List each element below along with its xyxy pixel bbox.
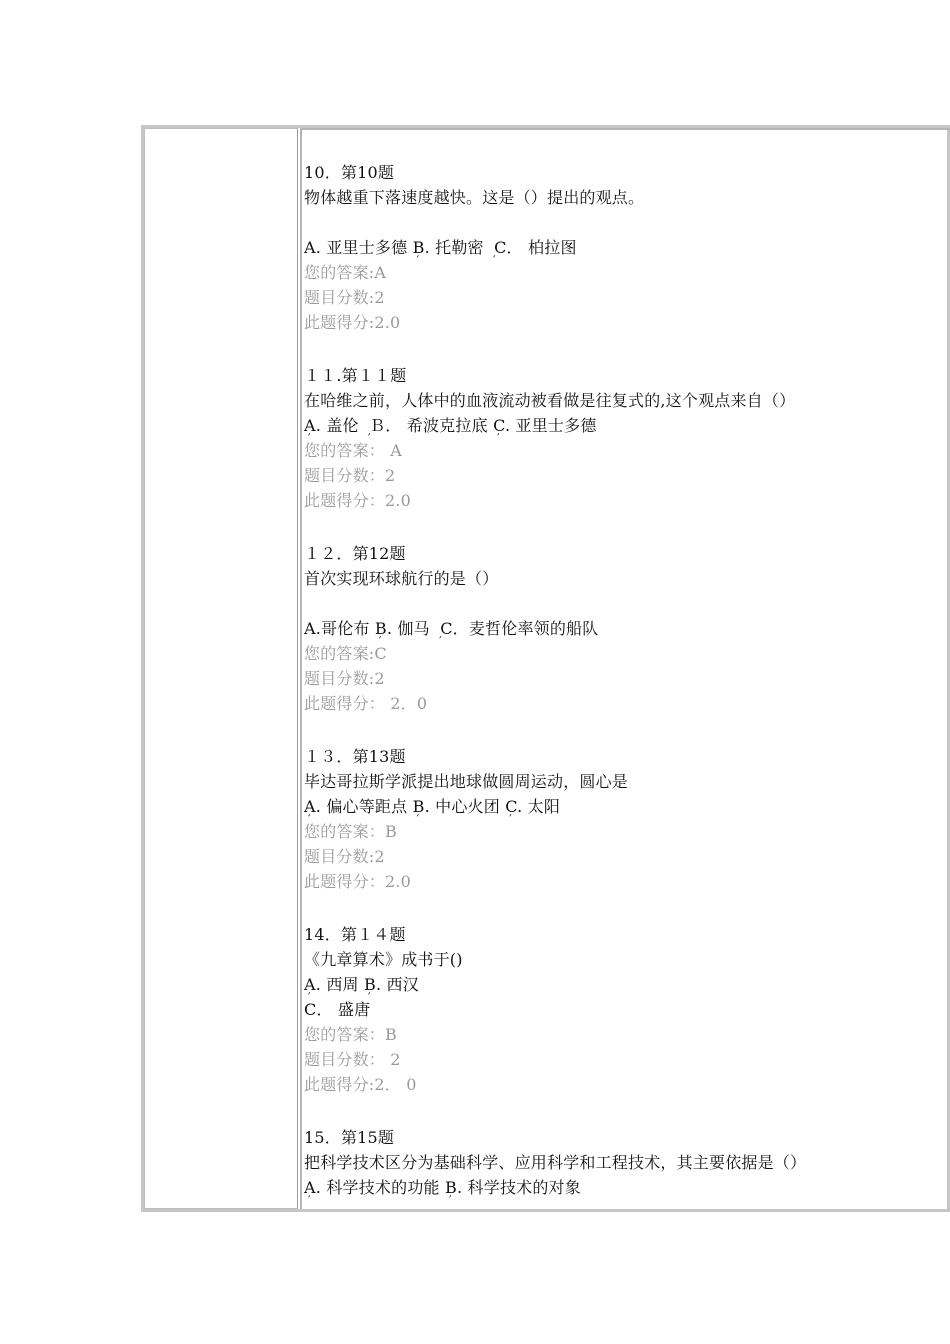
question-points: 题目分数:2 bbox=[304, 288, 385, 307]
question-header: １３．第13题 bbox=[304, 747, 406, 766]
question-item bbox=[304, 541, 950, 716]
spacer bbox=[304, 591, 950, 616]
question-stem: 《九章算术》成书于() bbox=[304, 950, 463, 969]
question-points: 题目分数:2 bbox=[304, 847, 385, 866]
options-line: ܼA. 西周 ܼB. 西汉 bbox=[304, 975, 419, 994]
question-header: 15．第15题 bbox=[304, 1128, 395, 1147]
question-item bbox=[304, 363, 950, 513]
questions-list bbox=[304, 160, 950, 1228]
your-answer: 您的答案:A bbox=[304, 263, 387, 282]
question-item bbox=[304, 1125, 950, 1200]
options-line: C． 盛唐 bbox=[304, 1000, 371, 1019]
question-header: 10．第10题 bbox=[304, 163, 395, 182]
question-stem: 首次实现环球航行的是（） bbox=[304, 569, 499, 588]
question-stem: 在哈维之前，人体中的血液流动被看做是往复式的,这个观点来自（） bbox=[304, 391, 796, 410]
question-points: 题目分数:2 bbox=[304, 669, 385, 688]
question-header: １２．第12题 bbox=[304, 544, 406, 563]
question-score: 此题得分：2.0 bbox=[304, 872, 412, 891]
question-header: １１.第１１题 bbox=[304, 366, 407, 385]
question-score: 此题得分：2.0 bbox=[304, 491, 412, 510]
left-column-cell bbox=[144, 128, 298, 1209]
question-score: 此题得分:2． 0 bbox=[304, 1075, 417, 1094]
question-score: 此题得分:2.0 bbox=[304, 313, 401, 332]
question-points: 题目分数：2 bbox=[304, 466, 396, 485]
spacer bbox=[304, 210, 950, 235]
your-answer: 您的答案： A bbox=[304, 441, 403, 460]
question-stem: 把科学技术区分为基础科学、应用科学和工程技术，其主要依据是（） bbox=[304, 1153, 807, 1172]
options-line: ܼA. 偏心等距点 ܼB. 中心火团 ܼC. 太阳 bbox=[304, 797, 561, 816]
options-line: A. 亚里士多德 ܼB. 托勒密 ܼ C． 柏拉图 bbox=[304, 238, 577, 257]
question-header: 14．第１４题 bbox=[304, 925, 406, 944]
options-line: ܼA. 科学技术的功能 ܼB. 科学技术的对象 bbox=[304, 1178, 581, 1197]
your-answer: 您的答案：B bbox=[304, 1025, 397, 1044]
question-item bbox=[304, 160, 950, 335]
question-item bbox=[304, 922, 950, 1097]
options-line: A.哥伦布 ܼB. 伽马 ܼ C．麦哲伦率领的船队 bbox=[304, 619, 599, 638]
question-stem: 物体越重下落速度越快。这是（）提出的观点。 bbox=[304, 188, 645, 207]
question-stem: 毕达哥拉斯学派提出地球做圆周运动，圆心是 bbox=[304, 772, 629, 791]
question-score: 此题得分： 2．0 bbox=[304, 694, 428, 713]
your-answer: 您的答案：B bbox=[304, 822, 397, 841]
your-answer: 您的答案:C bbox=[304, 644, 387, 663]
question-item bbox=[304, 744, 950, 894]
question-points: 题目分数： 2 bbox=[304, 1050, 401, 1069]
options-line: ܼA. 盖伦 ܼ Ｂ． 希波克拉底 ܼC. 亚里士多德 bbox=[304, 416, 597, 435]
